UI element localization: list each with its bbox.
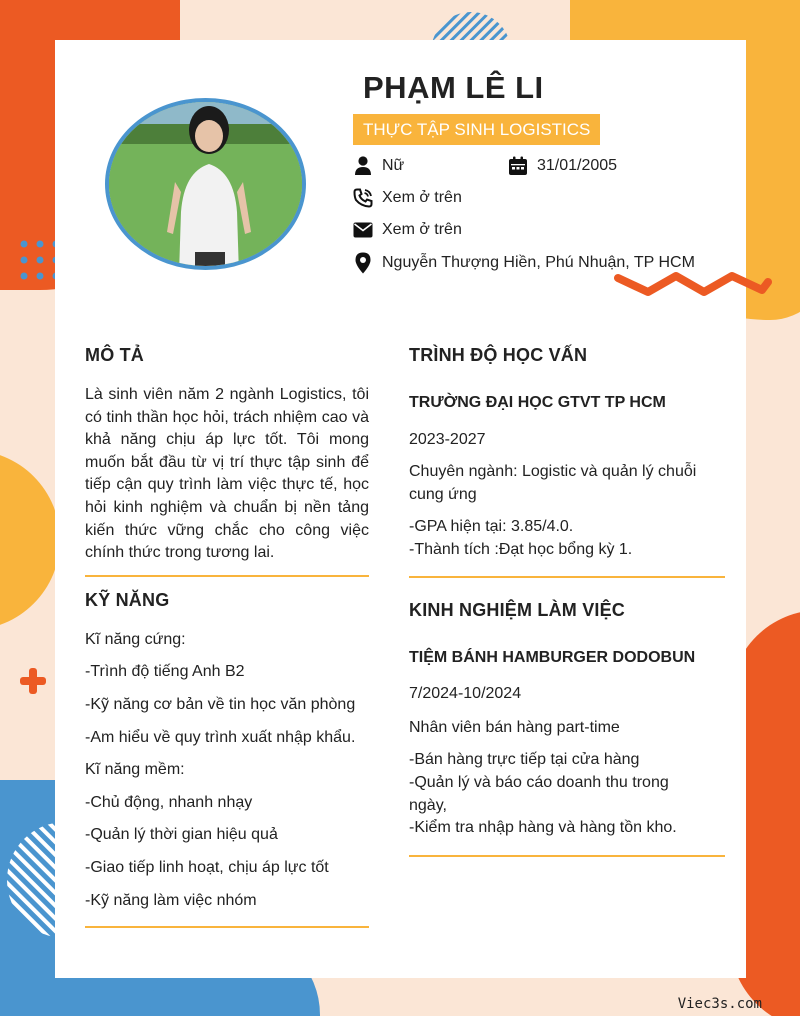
school-name: TRƯỜNG ĐẠI HỌC GTVT TP HCM (409, 394, 666, 411)
section-divider (409, 576, 725, 578)
skills-title: KỸ NĂNG (85, 589, 170, 610)
skill-item: -Am hiểu về quy trình xuất nhập khẩu. (85, 728, 356, 746)
phone-icon (352, 187, 374, 209)
experience-period: 7/2024-10/2024 (409, 685, 522, 703)
company-name: TIỆM BÁNH HAMBURGER DODOBUN (409, 648, 696, 666)
phone-value: Xem ở trên (382, 189, 462, 206)
email-row (352, 219, 462, 241)
gender-row (352, 155, 404, 177)
map-pin-icon (352, 252, 374, 274)
soft-skills-label: Kĩ năng mềm: (85, 761, 185, 779)
job-title-badge: THỰC TẬP SINH LOGISTICS (353, 114, 600, 145)
education-title: TRÌNH ĐỘ HỌC VẤN (409, 345, 588, 365)
skill-item: -Chủ động, nhanh nhạy (85, 793, 253, 811)
skill-item: -Quản lý thời gian hiệu quả (85, 826, 278, 844)
section-divider (85, 575, 369, 577)
experience-position: Nhân viên bán hàng part-time (409, 718, 620, 736)
education-period: 2023-2027 (409, 430, 486, 448)
duty-item: -Kiểm tra nhập hàng và hàng tồn kho. (409, 819, 677, 837)
address-value: Nguyễn Thượng Hiền, Phú Nhuận, TP HCM (382, 254, 695, 271)
section-divider (85, 926, 369, 928)
hard-skills-label: Kĩ năng cứng: (85, 630, 186, 648)
description-title: MÔ TẢ (85, 345, 144, 365)
phone-row (352, 187, 462, 209)
section-divider (409, 855, 725, 857)
decor-blob-mid-left (0, 450, 60, 630)
left-column (85, 345, 369, 928)
skill-item: -Giao tiếp linh hoạt, chịu áp lực tốt (85, 858, 329, 876)
birthdate-row (507, 155, 617, 177)
envelope-icon (352, 219, 374, 241)
description-text: Là sinh viên năm 2 ngành Logistics, tôi có tinh thần học hỏi, trách nhiệm cao và khả năng chịu áp lực tốt. Tôi mong muốn bắt đầu từ vị trí thực tập sinh để tiếp cận quy trình làm việc thực tế, học hỏi kinh nghiệm và chuẩn bị nền tảng kiến thức vững chắc cho công việc chính thức trong tương lai. (85, 386, 369, 562)
skill-item: -Kỹ năng cơ bản về tin học văn phòng (85, 695, 356, 713)
decor-plus (20, 668, 46, 694)
gender-value: Nữ (382, 157, 405, 174)
education-gpa: -GPA hiện tại: 3.85/4.0. (409, 518, 574, 536)
education-major: Chuyên ngành: Logistic và quản lý chuỗi cung ứng (409, 463, 697, 503)
candidate-name: PHẠM LÊ LI (363, 70, 544, 105)
email-value: Xem ở trên (382, 221, 462, 238)
duty-item: -Quản lý và báo cáo doanh thu trong ngày, (409, 773, 669, 814)
profile-photo (105, 98, 306, 270)
calendar-icon (507, 155, 529, 177)
education-achievement: -Thành tích :Đạt học bổng kỳ 1. (409, 540, 633, 558)
skill-item: -Trình độ tiếng Anh B2 (85, 663, 245, 681)
user-icon (352, 155, 374, 177)
right-column (409, 345, 725, 857)
experience-title: KINH NGHIỆM LÀM VIỆC (409, 599, 626, 620)
address-row (352, 252, 695, 274)
birthdate-value: 31/01/2005 (537, 157, 618, 174)
watermark: Viec3s.com (677, 996, 762, 1012)
skill-item: -Kỹ năng làm việc nhóm (85, 891, 257, 909)
duty-item: -Bán hàng trực tiếp tại cửa hàng (409, 751, 640, 769)
